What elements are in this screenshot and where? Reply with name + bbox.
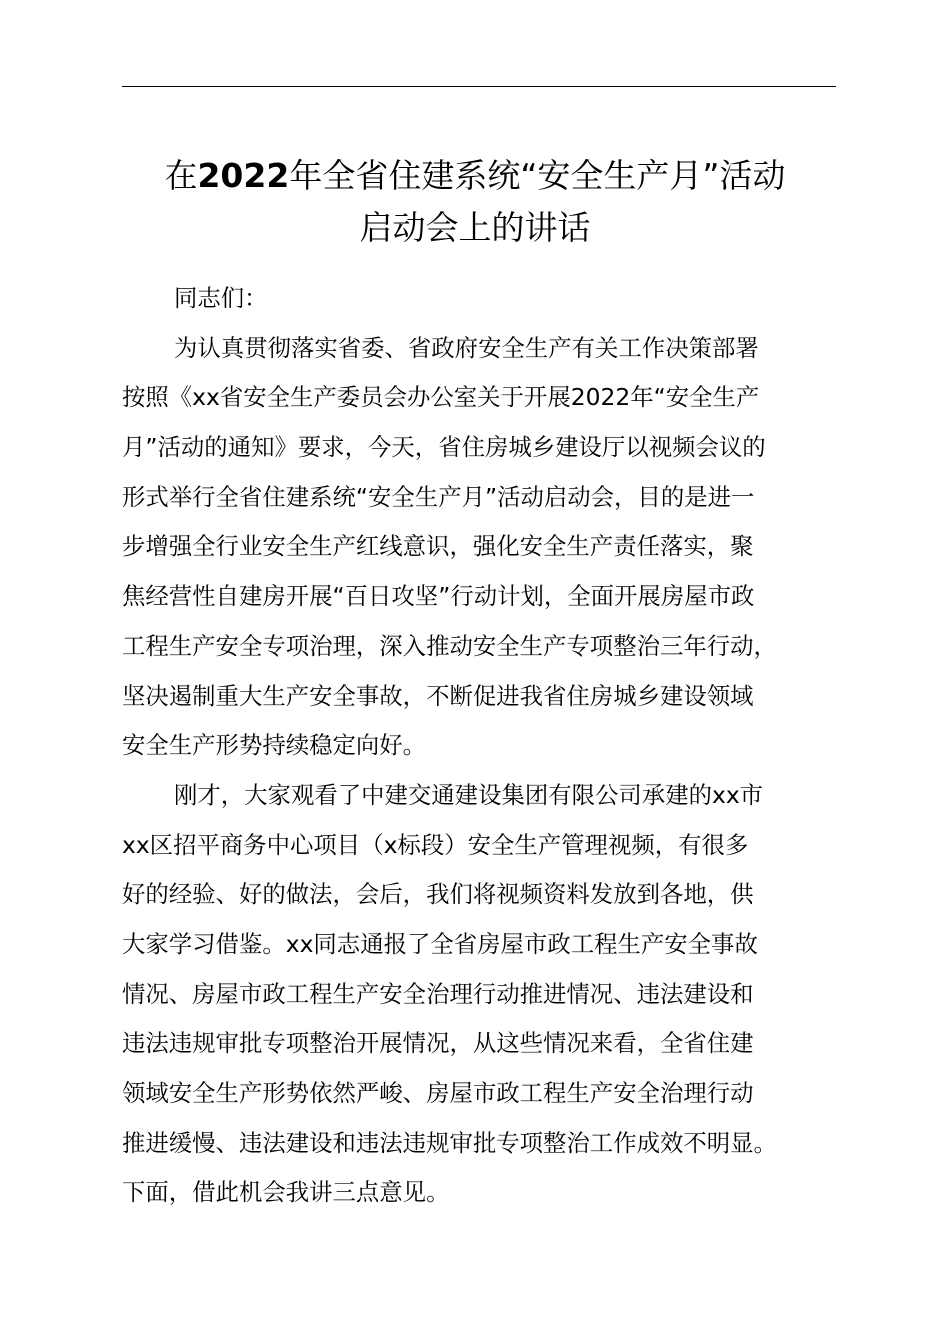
paragraph-line: 月”活动的通知》要求，今天，省住房城乡建设厅以视频会议的 [122, 433, 766, 462]
paragraph-line: 按照《xx省安全生产委员会办公室关于开展2022年“安全生产 [122, 383, 760, 412]
paragraph-line: 坚决遏制重大生产安全事故，不断促进我省住房城乡建设领域 [122, 681, 754, 710]
paragraph-line: 推进缓慢、违法建设和违法违规审批专项整治工作成效不明显。 [122, 1128, 777, 1157]
header-rule [122, 86, 836, 87]
salutation: 同志们： [174, 284, 268, 312]
title-line-1 [60, 150, 890, 202]
paragraph-line: 大家学习借鉴。xx同志通报了全省房屋市政工程生产安全事故 [122, 929, 758, 958]
document-title [60, 150, 890, 254]
title-line-2: 启动会上的讲话 [359, 208, 591, 247]
document-body [122, 274, 836, 1218]
paragraph-1 [122, 324, 836, 771]
paragraph-line: 安全生产形势持续稳定向好。 [122, 731, 427, 760]
paragraph-line: 下面，借此机会我讲三点意见。 [122, 1178, 450, 1207]
paragraph-line: 违法违规审批专项整治开展情况，从这些情况来看，全省住建 [122, 1029, 754, 1058]
title-year: 2022 [197, 156, 290, 195]
paragraph-line: 工程生产安全专项治理，深入推动安全生产专项整治三年行动， [122, 631, 777, 660]
paragraph-line: 情况、房屋市政工程生产安全治理行动推进情况、违法建设和 [122, 979, 754, 1008]
paragraph-line: 为认真贯彻落实省委、省政府安全生产有关工作决策部署 [174, 333, 759, 362]
paragraph-line: 好的经验、好的做法，会后，我们将视频资料发放到各地，供 [122, 880, 754, 909]
paragraph-line: 焦经营性自建房开展“百日攻坚”行动计划，全面开展房屋市政 [122, 582, 755, 611]
paragraph-2 [122, 771, 836, 1218]
title-suffix: 年全省住建系统“安全生产月”活动 [289, 156, 786, 195]
paragraph-line: 形式举行全省住建系统“安全生产月”活动启动会，目的是进一 [122, 482, 755, 511]
title-prefix: 在 [164, 156, 198, 195]
paragraph-line: 步增强全行业安全生产红线意识，强化安全生产责任落实，聚 [122, 532, 754, 561]
paragraph-line: 领域安全生产形势依然严峻、房屋市政工程生产安全治理行动 [122, 1079, 754, 1107]
paragraph-line: 刚才，大家观看了中建交通建设集团有限公司承建的xx市 [174, 780, 764, 809]
paragraph-line: xx区招平商务中心项目（x标段）安全生产管理视频，有很多 [122, 830, 749, 859]
